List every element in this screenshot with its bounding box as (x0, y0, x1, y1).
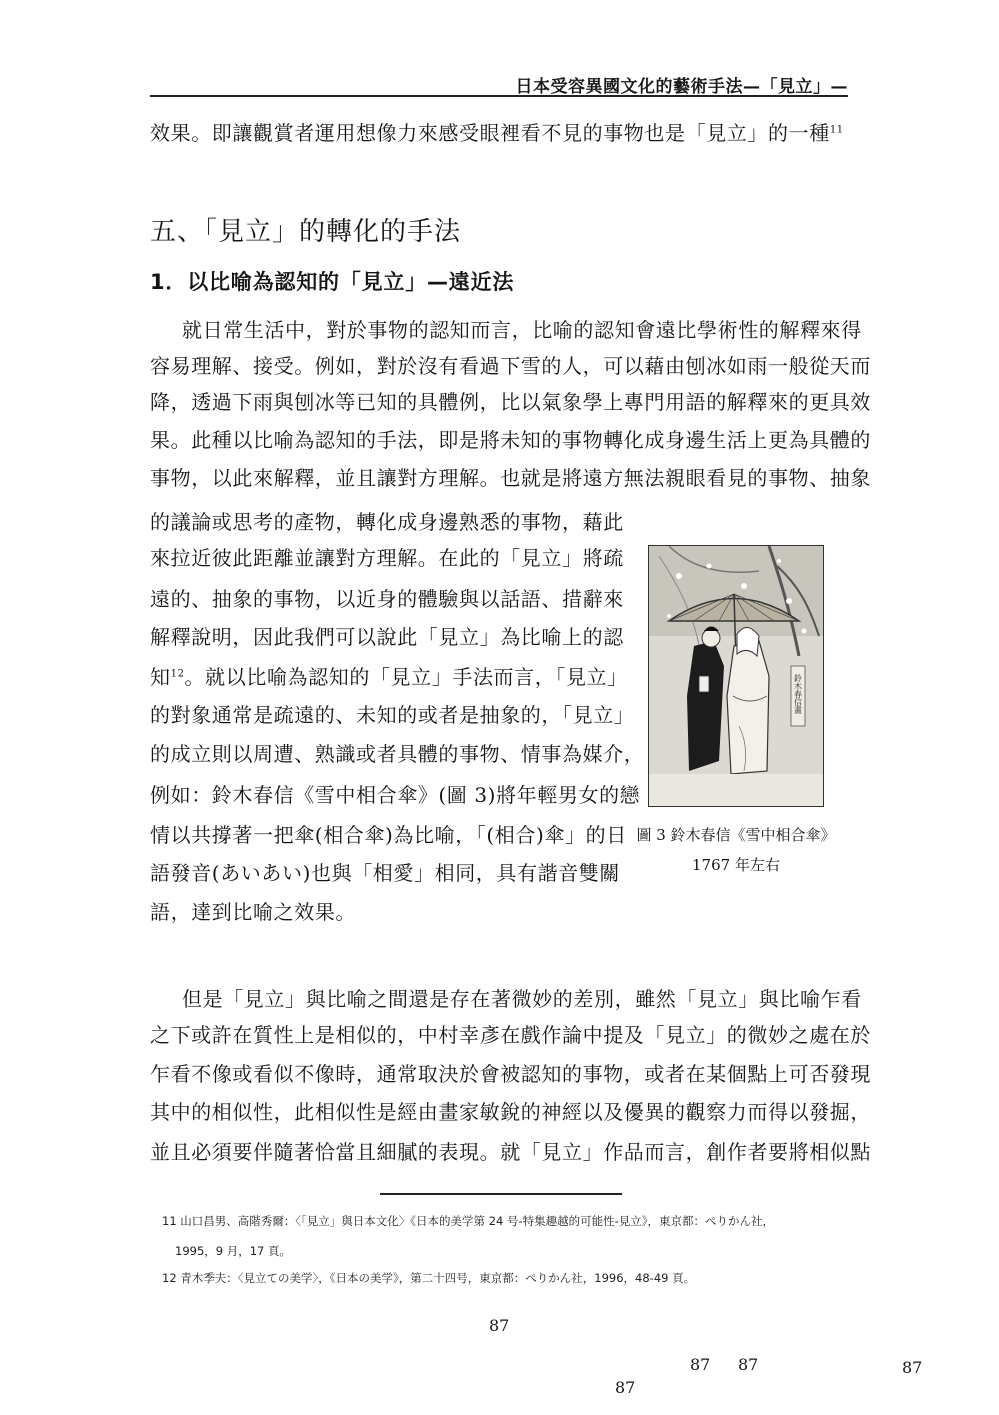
page-number-artifact: 87 (690, 1355, 711, 1374)
paragraph-line: 的議論或思考的產物，轉化成身邊熟悉的事物，藉此 (150, 510, 624, 534)
paragraph-line: 情以共撐著一把傘(相合傘)為比喻，「(相合)傘」的日 (150, 823, 627, 847)
running-header: 日本受容異國文化的藝術手法—「見立」— (515, 77, 848, 97)
paragraph-line: 事物，以此來解釋，並且讓對方理解。也就是將遠方無法親眼看見的事物、抽象 (150, 466, 871, 490)
page-number-artifact: 87 (902, 1358, 923, 1377)
paragraph-line: 但是「見立」與比喻之間還是存在著微妙的差別，雖然「見立」與比喻乍看 (182, 987, 862, 1011)
footnote-ref[interactable]: 11 (829, 124, 844, 136)
paragraph-line: 並且必須要伴隨著恰當且細膩的表現。就「見立」作品而言，創作者要將相似點 (150, 1140, 871, 1164)
paragraph-line: 就日常生活中，對於事物的認知而言，比喻的認知會遠比學術性的解釋來得 (182, 318, 862, 342)
footnote-11-cont: 1995，9 月，17 頁。 (175, 1244, 292, 1258)
figure-caption: 圖 3 鈴木春信《雪中相合傘》 (636, 826, 836, 844)
figure-woodblock-print (648, 545, 824, 807)
figure-caption-date: 1767 年左右 (692, 856, 780, 874)
paragraph-line: 之下或許在質性上是相似的，中村幸彥在戲作論中提及「見立」的微妙之處在於 (150, 1023, 871, 1047)
footnote-rule (380, 1193, 622, 1195)
line-text: 。就以比喻為認知的「見立」手法而言，「見立」 (184, 665, 628, 689)
page-number: 87 (489, 1316, 510, 1335)
paragraph-line: 遠的、抽象的事物，以近身的體驗與以話語、措辭來 (150, 587, 624, 611)
paragraph-line: 果。此種以比喻為認知的手法，即是將未知的事物轉化成身邊生活上更為具體的 (150, 428, 871, 452)
footnote-11: 11 山口昌男、高階秀爾：〈「見立」與日本文化〉《日本的美学第 24 号-特集趣越的可能性-見立》，東京都：ぺりかん社， (162, 1214, 775, 1228)
subsection-title: 1．以比喻為認知的「見立」—遠近法 (150, 270, 515, 294)
line-text: 效果。即讓觀賞者運用想像力來感受眼裡看不見的事物也是「見立」的一種 (150, 121, 830, 145)
page-number-artifact: 87 (615, 1378, 636, 1397)
paragraph-line: 語發音(あいあい)也與「相愛」相同，具有諧音雙關 (150, 861, 621, 885)
paragraph-line: 的成立則以周遭、熟識或者具體的事物、情事為媒介， (150, 742, 645, 766)
header-rule (150, 95, 848, 97)
line-text: 知 (150, 665, 171, 689)
paragraph-line: 降，透過下雨與刨冰等已知的具體例，比以氣象學上專門用語的解釋來的更具效 (150, 390, 871, 414)
paragraph-line (150, 664, 628, 690)
footnote-ref[interactable]: 12 (170, 668, 185, 680)
page-number-artifact: 87 (738, 1355, 759, 1374)
paragraph-line: 其中的相似性，此相似性是經由畫家敏銳的神經以及優異的觀察力而得以發掘， (150, 1100, 871, 1124)
paragraph-line: 語，達到比喻之效果。 (150, 900, 356, 924)
footnote-12: 12 青木季夫：〈見立ての美学〉，《日本の美学》，第二十四号，東京都：ぺりかん社，1996，48-49 頁。 (162, 1271, 696, 1285)
paragraph-line (150, 120, 848, 146)
paragraph-line: 乍看不像或看似不像時，通常取決於會被認知的事物，或者在某個點上可否發現 (150, 1062, 871, 1086)
paragraph-line: 的對象通常是疏遠的、未知的或者是抽象的，「見立」 (150, 703, 635, 727)
paragraph-line: 容易理解、接受。例如，對於沒有看過下雪的人，可以藉由刨冰如雨一般從天而 (150, 354, 871, 378)
paragraph-line: 解釋說明，因此我們可以說此「見立」為比喻上的認 (150, 625, 624, 649)
paragraph-line: 例如：鈴木春信《雪中相合傘》(圖 3)將年輕男女的戀 (150, 783, 641, 807)
artist-seal: 鈴木春信畫 (793, 674, 803, 714)
snow-umbrella-illustration (649, 546, 823, 806)
paragraph-line: 來拉近彼此距離並讓對方理解。在此的「見立」將疏 (150, 546, 624, 570)
section-title: 五、「見立」的轉化的手法 (150, 217, 462, 247)
